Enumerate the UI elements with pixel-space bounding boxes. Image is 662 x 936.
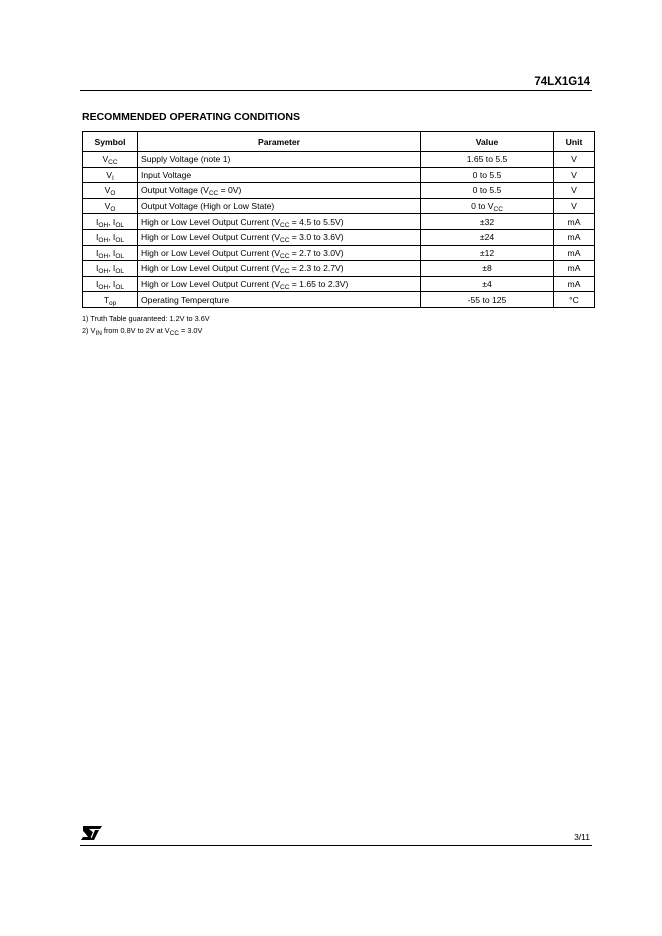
text-segment: V — [102, 154, 109, 165]
text-segment: High or Low Level Output Current (V — [141, 247, 280, 258]
subscript-text: OH — [98, 268, 109, 276]
page-number: 3/11 — [574, 832, 590, 842]
cell-value — [421, 152, 554, 168]
text-segment: 2) V — [82, 326, 96, 335]
note-line — [82, 313, 210, 325]
text-segment: = 1.65 to 2.3V) — [289, 279, 349, 290]
cell-value — [421, 167, 554, 183]
cell-symbol — [83, 198, 138, 214]
cell-value — [421, 229, 554, 245]
cell-symbol — [83, 167, 138, 183]
subscript-text: O — [110, 206, 116, 214]
text-segment: High or Low Level Output Current (V — [141, 263, 280, 274]
text-segment: = 2.7 to 3.0V) — [289, 247, 344, 258]
text-segment: High or Low Level Output Current (V — [141, 216, 280, 227]
cell-parameter — [138, 183, 421, 199]
column-header-value: Value — [421, 132, 554, 152]
text-segment: 1.65 to 5.5 — [466, 154, 508, 165]
subscript-text: OH — [98, 237, 109, 245]
subscript-text: O — [110, 190, 116, 198]
cell-symbol — [83, 214, 138, 230]
cell-value — [421, 245, 554, 261]
cell-value — [421, 276, 554, 292]
text-segment: I — [96, 232, 99, 243]
subscript-text: CC — [280, 268, 290, 276]
table-row — [83, 198, 595, 214]
subscript-text: I — [111, 174, 114, 182]
text-segment: 0 to 5.5 — [472, 185, 502, 196]
text-segment: = 3.0 to 3.6V) — [289, 232, 344, 243]
text-segment: High or Low Level Output Current (V — [141, 232, 280, 243]
text-segment: ±32 — [479, 216, 495, 227]
text-segment: Supply Voltage (note 1) — [141, 154, 231, 165]
text-segment: , I — [108, 247, 116, 258]
subscript-text: OH — [98, 221, 109, 229]
table-row — [83, 261, 595, 277]
text-segment: 1) Truth Table guaranteed: 1.2V to 3.6V — [82, 314, 210, 323]
section-title: RECOMMENDED OPERATING CONDITIONS — [82, 111, 300, 123]
subscript-text: OL — [115, 284, 124, 292]
cell-parameter — [138, 245, 421, 261]
cell-symbol — [83, 152, 138, 168]
cell-unit: mA — [554, 245, 595, 261]
text-segment: 0 to V — [471, 201, 494, 212]
text-segment: ±4 — [482, 279, 492, 290]
text-segment: from 0.8V to 2V at V — [101, 326, 170, 335]
text-segment: High or Low Level Output Current (V — [141, 279, 280, 290]
text-segment: V — [104, 185, 111, 196]
text-segment: , I — [108, 232, 116, 243]
text-segment: , I — [108, 263, 116, 274]
text-segment: = 0V) — [218, 185, 242, 196]
subscript-text: OL — [115, 252, 124, 260]
cell-unit: V — [554, 167, 595, 183]
cell-symbol — [83, 276, 138, 292]
subscript-text: CC — [280, 237, 290, 245]
subscript-text: CC — [169, 330, 180, 337]
cell-value — [421, 261, 554, 277]
table-row — [83, 292, 595, 308]
subscript-text: OL — [115, 237, 124, 245]
subscript-text: CC — [493, 206, 503, 214]
text-segment: ±8 — [482, 263, 492, 274]
subscript-text: CC — [280, 252, 290, 260]
cell-value — [421, 198, 554, 214]
text-segment: ±12 — [479, 247, 495, 258]
cell-parameter — [138, 167, 421, 183]
column-header-unit: Unit — [554, 132, 595, 152]
subscript-text: CC — [108, 159, 118, 167]
cell-unit: mA — [554, 214, 595, 230]
text-segment: , I — [108, 216, 116, 227]
cell-symbol — [83, 261, 138, 277]
cell-parameter — [138, 214, 421, 230]
text-segment: Input Voltage — [141, 169, 192, 180]
subscript-text: OH — [98, 252, 109, 260]
table-row — [83, 245, 595, 261]
subscript-text: op — [109, 299, 117, 307]
table-notes — [82, 313, 210, 337]
table-row — [83, 152, 595, 168]
cell-parameter — [138, 152, 421, 168]
subscript-text: CC — [280, 221, 290, 229]
footer-rule — [80, 845, 592, 846]
text-segment: I — [96, 263, 99, 274]
text-segment: , I — [108, 279, 116, 290]
st-logo-icon — [80, 825, 104, 841]
text-segment: Output Voltage (High or Low State) — [141, 201, 275, 212]
document-part-number: 74LX1G14 — [534, 76, 590, 88]
table-row — [83, 214, 595, 230]
text-segment: V — [106, 169, 112, 180]
subscript-text: CC — [280, 284, 290, 292]
text-segment: -55 to 125 — [467, 294, 507, 305]
text-segment: V — [104, 201, 111, 212]
cell-symbol — [83, 292, 138, 308]
cell-parameter — [138, 292, 421, 308]
table-row — [83, 276, 595, 292]
cell-unit: mA — [554, 276, 595, 292]
cell-value — [421, 214, 554, 230]
cell-unit: mA — [554, 261, 595, 277]
cell-symbol — [83, 245, 138, 261]
column-header-symbol: Symbol — [83, 132, 138, 152]
text-segment: I — [96, 247, 99, 258]
cell-parameter — [138, 276, 421, 292]
cell-symbol — [83, 183, 138, 199]
text-segment: Output Voltage (V — [141, 185, 209, 196]
text-segment: I — [96, 279, 99, 290]
cell-parameter — [138, 198, 421, 214]
cell-parameter — [138, 261, 421, 277]
text-segment: 0 to 5.5 — [472, 169, 502, 180]
cell-unit: °C — [554, 292, 595, 308]
subscript-text: OH — [98, 284, 109, 292]
column-header-parameter: Parameter — [138, 132, 421, 152]
text-segment: Operating Temperqture — [141, 294, 230, 305]
subscript-text: OL — [115, 221, 124, 229]
table-row — [83, 167, 595, 183]
table-body — [83, 152, 595, 308]
cell-unit: mA — [554, 229, 595, 245]
text-segment: = 2.3 to 2.7V) — [289, 263, 344, 274]
table-row — [83, 229, 595, 245]
cell-unit: V — [554, 183, 595, 199]
text-segment: = 3.0V — [179, 326, 203, 335]
cell-value — [421, 292, 554, 308]
subscript-text: OL — [115, 268, 124, 276]
text-segment: I — [96, 216, 99, 227]
cell-unit: V — [554, 152, 595, 168]
subscript-text: CC — [208, 190, 219, 198]
cell-value — [421, 183, 554, 199]
text-segment: ±24 — [479, 232, 495, 243]
header-rule — [80, 90, 592, 91]
table-row — [83, 183, 595, 199]
cell-symbol — [83, 229, 138, 245]
cell-parameter — [138, 229, 421, 245]
table-header-row — [83, 132, 595, 152]
subscript-text: IN — [95, 330, 102, 337]
text-segment: T — [103, 294, 109, 305]
operating-conditions-table — [82, 131, 595, 308]
cell-unit: V — [554, 198, 595, 214]
text-segment: = 4.5 to 5.5V) — [289, 216, 344, 227]
note-line — [82, 325, 210, 337]
